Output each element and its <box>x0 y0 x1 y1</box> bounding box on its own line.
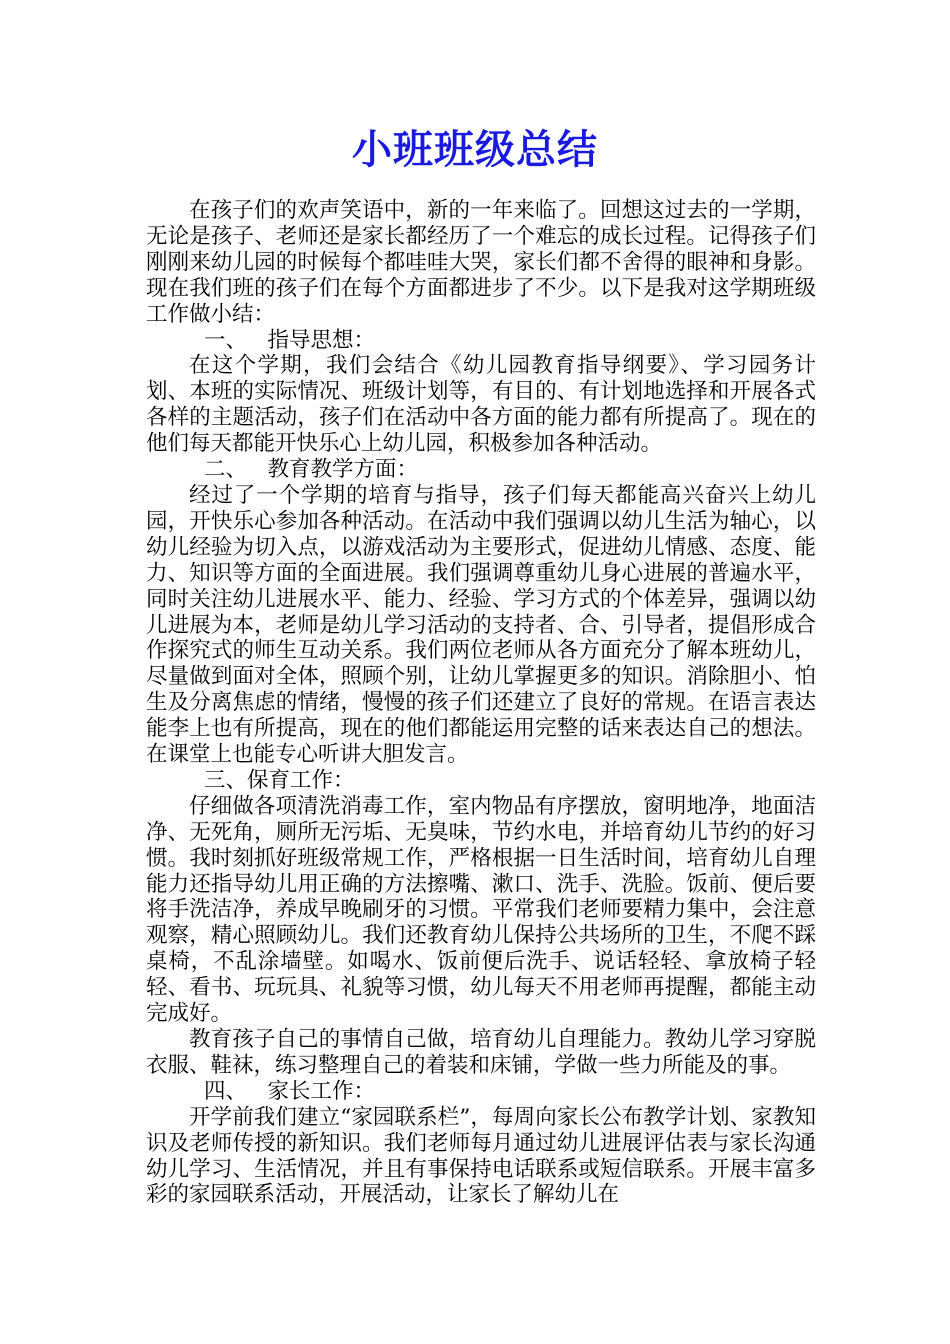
section-heading-guiding-thought: 一、 指导思想： <box>204 327 376 353</box>
document-body <box>146 198 816 1208</box>
guiding-thought-paragraph: 在这个学期，我们会结合《幼儿园教育指导纲要》、学习园务计划、本班的实际情况、班级计划等，有目的、有计划地选择和开展各式各样的主题活动，孩子们在活动中各方面的能力都有所提高了。现在的他们每天都能开快乐心上幼儿园，积极参加各种活动。 <box>146 353 816 457</box>
section-heading-education: 二、 教育教学方面： <box>204 457 419 483</box>
education-paragraph: 经过了一个学期的培育与指导，孩子们每天都能高兴奋兴上幼儿园，开快乐心参加各种活动。在活动中我们强调以幼儿生活为轴心，以幼儿经验为切入点，以游戏活动为主要形式，促进幼儿情感、态度、能力、知识等方面的全面进展。我们强调尊重幼儿身心进展的普遍水平，同时关注幼儿进展水平、能力、经验、学习方式的个体差异，强调以幼儿进展为本，老师是幼儿学习活动的支持者、合、引导者，提倡形成合作探究式的师生互动关系。我们两位老师从各方面充分了解本班幼儿，尽量做到面对全体，照顾个别，让幼儿掌握更多的知识。消除胆小、怕生及分离焦虑的情绪，慢慢的孩子们还建立了良好的常规。在语言表达能李上也有所提高，现在的他们都能运用完整的话来表达自己的想法。在课堂上也能专心听讲大胆发言。 <box>146 482 816 768</box>
self-care-paragraph: 教育孩子自己的事情自己做，培育幼儿自理能力。教幼儿学习穿脱衣服、鞋袜，练习整理自己的着装和床铺，学做一些力所能及的事。 <box>146 1027 816 1078</box>
care-paragraph: 仔细做各项清洗消毒工作，室内物品有序摆放，窗明地净，地面洁净、无死角，厕所无污垢、无臭味，节约水电，并培育幼儿节约的好习惯。我时刻抓好班级常规工作，严格根据一日生活时间，培育幼儿自理能力还指导幼儿用正确的方法擦嘴、漱口、洗手、洗脸。饭前、便后要将手洗洁净，养成早晚刷牙的习惯。平常我们老师要精力集中，会注意观察，精心照顾幼儿。我们还教育幼儿保持公共场所的卫生，不爬不踩桌椅，不乱涂墙壁。如喝水、饭前便后洗手、说话轻轻、拿放椅子轻轻、看书、玩玩具、礼貌等习惯，幼儿每天不用老师再提醒，都能主动完成好。 <box>146 793 816 1027</box>
section-heading-care: 三、保育工作： <box>204 767 355 793</box>
intro-paragraph: 在孩子们的欢声笑语中，新的一年来临了。回想这过去的一学期，无论是孩子、老师还是家长都经历了一个难忘的成长过程。记得孩子们刚刚来幼儿园的时候每个都哇哇大哭，家长们都不舍得的眼神和身影。现在我们班的孩子们在每个方面都进步了不少。以下是我对这学期班级工作做小结： <box>146 198 816 327</box>
parents-paragraph: 开学前我们建立“家园联系栏”，每周向家长公布教学计划、家教知识及老师传授的新知识。我们老师每月通过幼儿进展评估表与家长沟通幼儿学习、生活情况，并且有事保持电话联系或短信联系。开展丰富多彩的家园联系活动，开展活动，让家长了解幼儿在 <box>146 1104 816 1208</box>
section-heading-parents: 四、 家长工作： <box>204 1078 376 1104</box>
document-title: 小班班级总结 <box>352 126 598 173</box>
